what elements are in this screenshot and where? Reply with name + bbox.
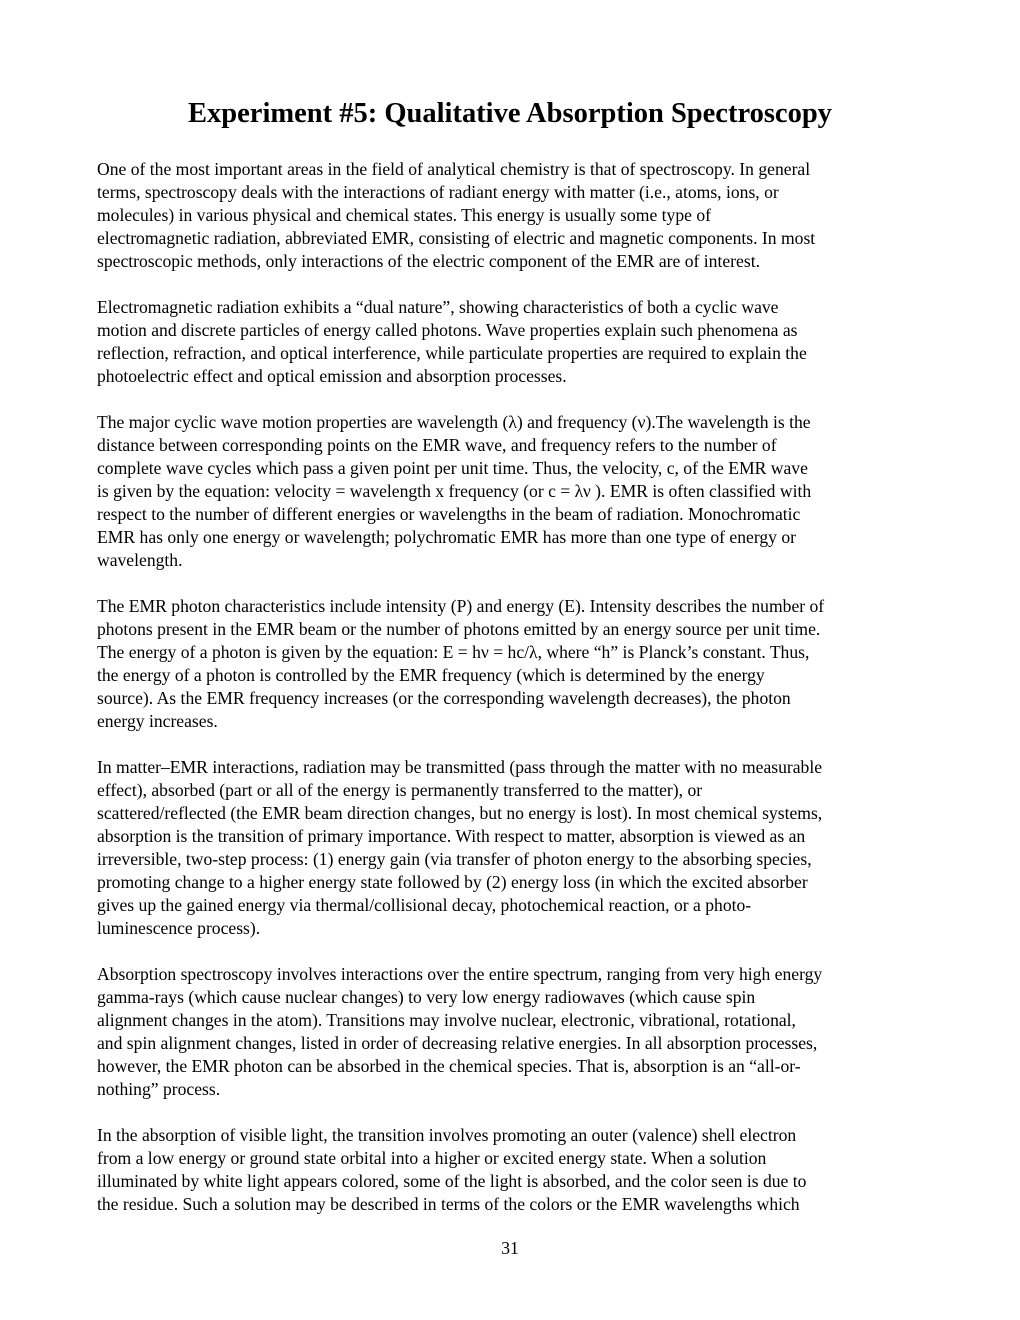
paragraph bbox=[97, 963, 937, 1101]
paragraph bbox=[97, 411, 937, 572]
text-line: wavelength. bbox=[97, 550, 183, 570]
text-line: photoelectric effect and optical emission and absorption processes. bbox=[97, 366, 567, 386]
paragraph bbox=[97, 756, 937, 940]
text-line: The energy of a photon is given by the equation: E = hν = hc/λ, where “h” is Planck’s constant. Thus, bbox=[97, 642, 810, 662]
text-line: respect to the number of different energies or wavelengths in the beam of radiation. Monochromatic bbox=[97, 504, 801, 524]
text-line: illuminated by white light appears colored, some of the light is absorbed, and the color seen is due to bbox=[97, 1171, 807, 1191]
paragraph bbox=[97, 1124, 937, 1216]
text-line: the energy of a photon is controlled by the EMR frequency (which is determined by the energy bbox=[97, 665, 765, 685]
text-line: The major cyclic wave motion properties are wavelength (λ) and frequency (ν).The wavelength is the bbox=[97, 412, 811, 432]
text-line: Absorption spectroscopy involves interactions over the entire spectrum, ranging from very high energy bbox=[97, 964, 823, 984]
text-line: distance between corresponding points on the EMR wave, and frequency refers to the number of bbox=[97, 435, 777, 455]
text-line: scattered/reflected (the EMR beam direction changes, but no energy is lost). In most chemical systems, bbox=[97, 803, 823, 823]
text-line: One of the most important areas in the field of analytical chemistry is that of spectroscopy. In general bbox=[97, 159, 811, 179]
text-line: effect), absorbed (part or all of the energy is permanently transferred to the matter), or bbox=[97, 780, 703, 800]
text-line: absorption is the transition of primary importance. With respect to matter, absorption is viewed as an bbox=[97, 826, 806, 846]
text-line: however, the EMR photon can be absorbed in the chemical species. That is, absorption is an “all-or- bbox=[97, 1056, 801, 1076]
text-line: gamma-rays (which cause nuclear changes) to very low energy radiowaves (which cause spin bbox=[97, 987, 756, 1007]
text-line: energy increases. bbox=[97, 711, 218, 731]
text-line: promoting change to a higher energy state followed by (2) energy loss (in which the excited absorber bbox=[97, 872, 808, 892]
text-line: irreversible, two-step process: (1) energy gain (via transfer of photon energy to the absorbing species, bbox=[97, 849, 812, 869]
text-line: spectroscopic methods, only interactions of the electric component of the EMR are of interest. bbox=[97, 251, 760, 271]
text-line: source). As the EMR frequency increases (or the corresponding wavelength decreases), the photon bbox=[97, 688, 791, 708]
text-line: nothing” process. bbox=[97, 1079, 221, 1099]
paragraph bbox=[97, 296, 937, 388]
text-line: reflection, refraction, and optical interference, while particulate properties are required to explain the bbox=[97, 343, 807, 363]
text-line: In the absorption of visible light, the transition involves promoting an outer (valence) shell electron bbox=[97, 1125, 797, 1145]
text-line: alignment changes in the atom). Transitions may involve nuclear, electronic, vibrational, rotational, bbox=[97, 1010, 796, 1030]
text-line: gives up the gained energy via thermal/collisional decay, photochemical reaction, or a photo- bbox=[97, 895, 752, 915]
page-title: Experiment #5: Qualitative Absorption Spectroscopy bbox=[188, 98, 832, 129]
text-line: electromagnetic radiation, abbreviated EMR, consisting of electric and magnetic components. In most bbox=[97, 228, 816, 248]
text-line: photons present in the EMR beam or the number of photons emitted by an energy source per unit time. bbox=[97, 619, 821, 639]
text-line: luminescence process). bbox=[97, 918, 261, 938]
text-line: is given by the equation: velocity = wavelength x frequency (or c = λν ). EMR is often classified with bbox=[97, 481, 812, 501]
text-line: from a low energy or ground state orbital into a higher or excited energy state. When a solution bbox=[97, 1148, 767, 1168]
text-line: molecules) in various physical and chemical states. This energy is usually some type of bbox=[97, 205, 712, 225]
text-line: The EMR photon characteristics include intensity (P) and energy (E). Intensity describes the number of bbox=[97, 596, 825, 616]
text-line: EMR has only one energy or wavelength; polychromatic EMR has more than one type of energy or bbox=[97, 527, 797, 547]
text-line: and spin alignment changes, listed in order of decreasing relative energies. In all absorption processes, bbox=[97, 1033, 818, 1053]
paragraph bbox=[97, 595, 937, 733]
document-body bbox=[97, 158, 937, 1239]
text-line: In matter–EMR interactions, radiation may be transmitted (pass through the matter with no measurable bbox=[97, 757, 823, 777]
paragraph bbox=[97, 158, 937, 273]
text-line: complete wave cycles which pass a given point per unit time. Thus, the velocity, c, of the EMR wave bbox=[97, 458, 808, 478]
text-line: terms, spectroscopy deals with the interactions of radiant energy with matter (i.e., atoms, ions, or bbox=[97, 182, 779, 202]
page-number: 31 bbox=[501, 1238, 519, 1258]
text-line: Electromagnetic radiation exhibits a “dual nature”, showing characteristics of both a cyclic wave bbox=[97, 297, 779, 317]
text-line: the residue. Such a solution may be described in terms of the colors or the EMR wavelengths which bbox=[97, 1194, 800, 1214]
text-line: motion and discrete particles of energy called photons. Wave properties explain such phenomena as bbox=[97, 320, 798, 340]
